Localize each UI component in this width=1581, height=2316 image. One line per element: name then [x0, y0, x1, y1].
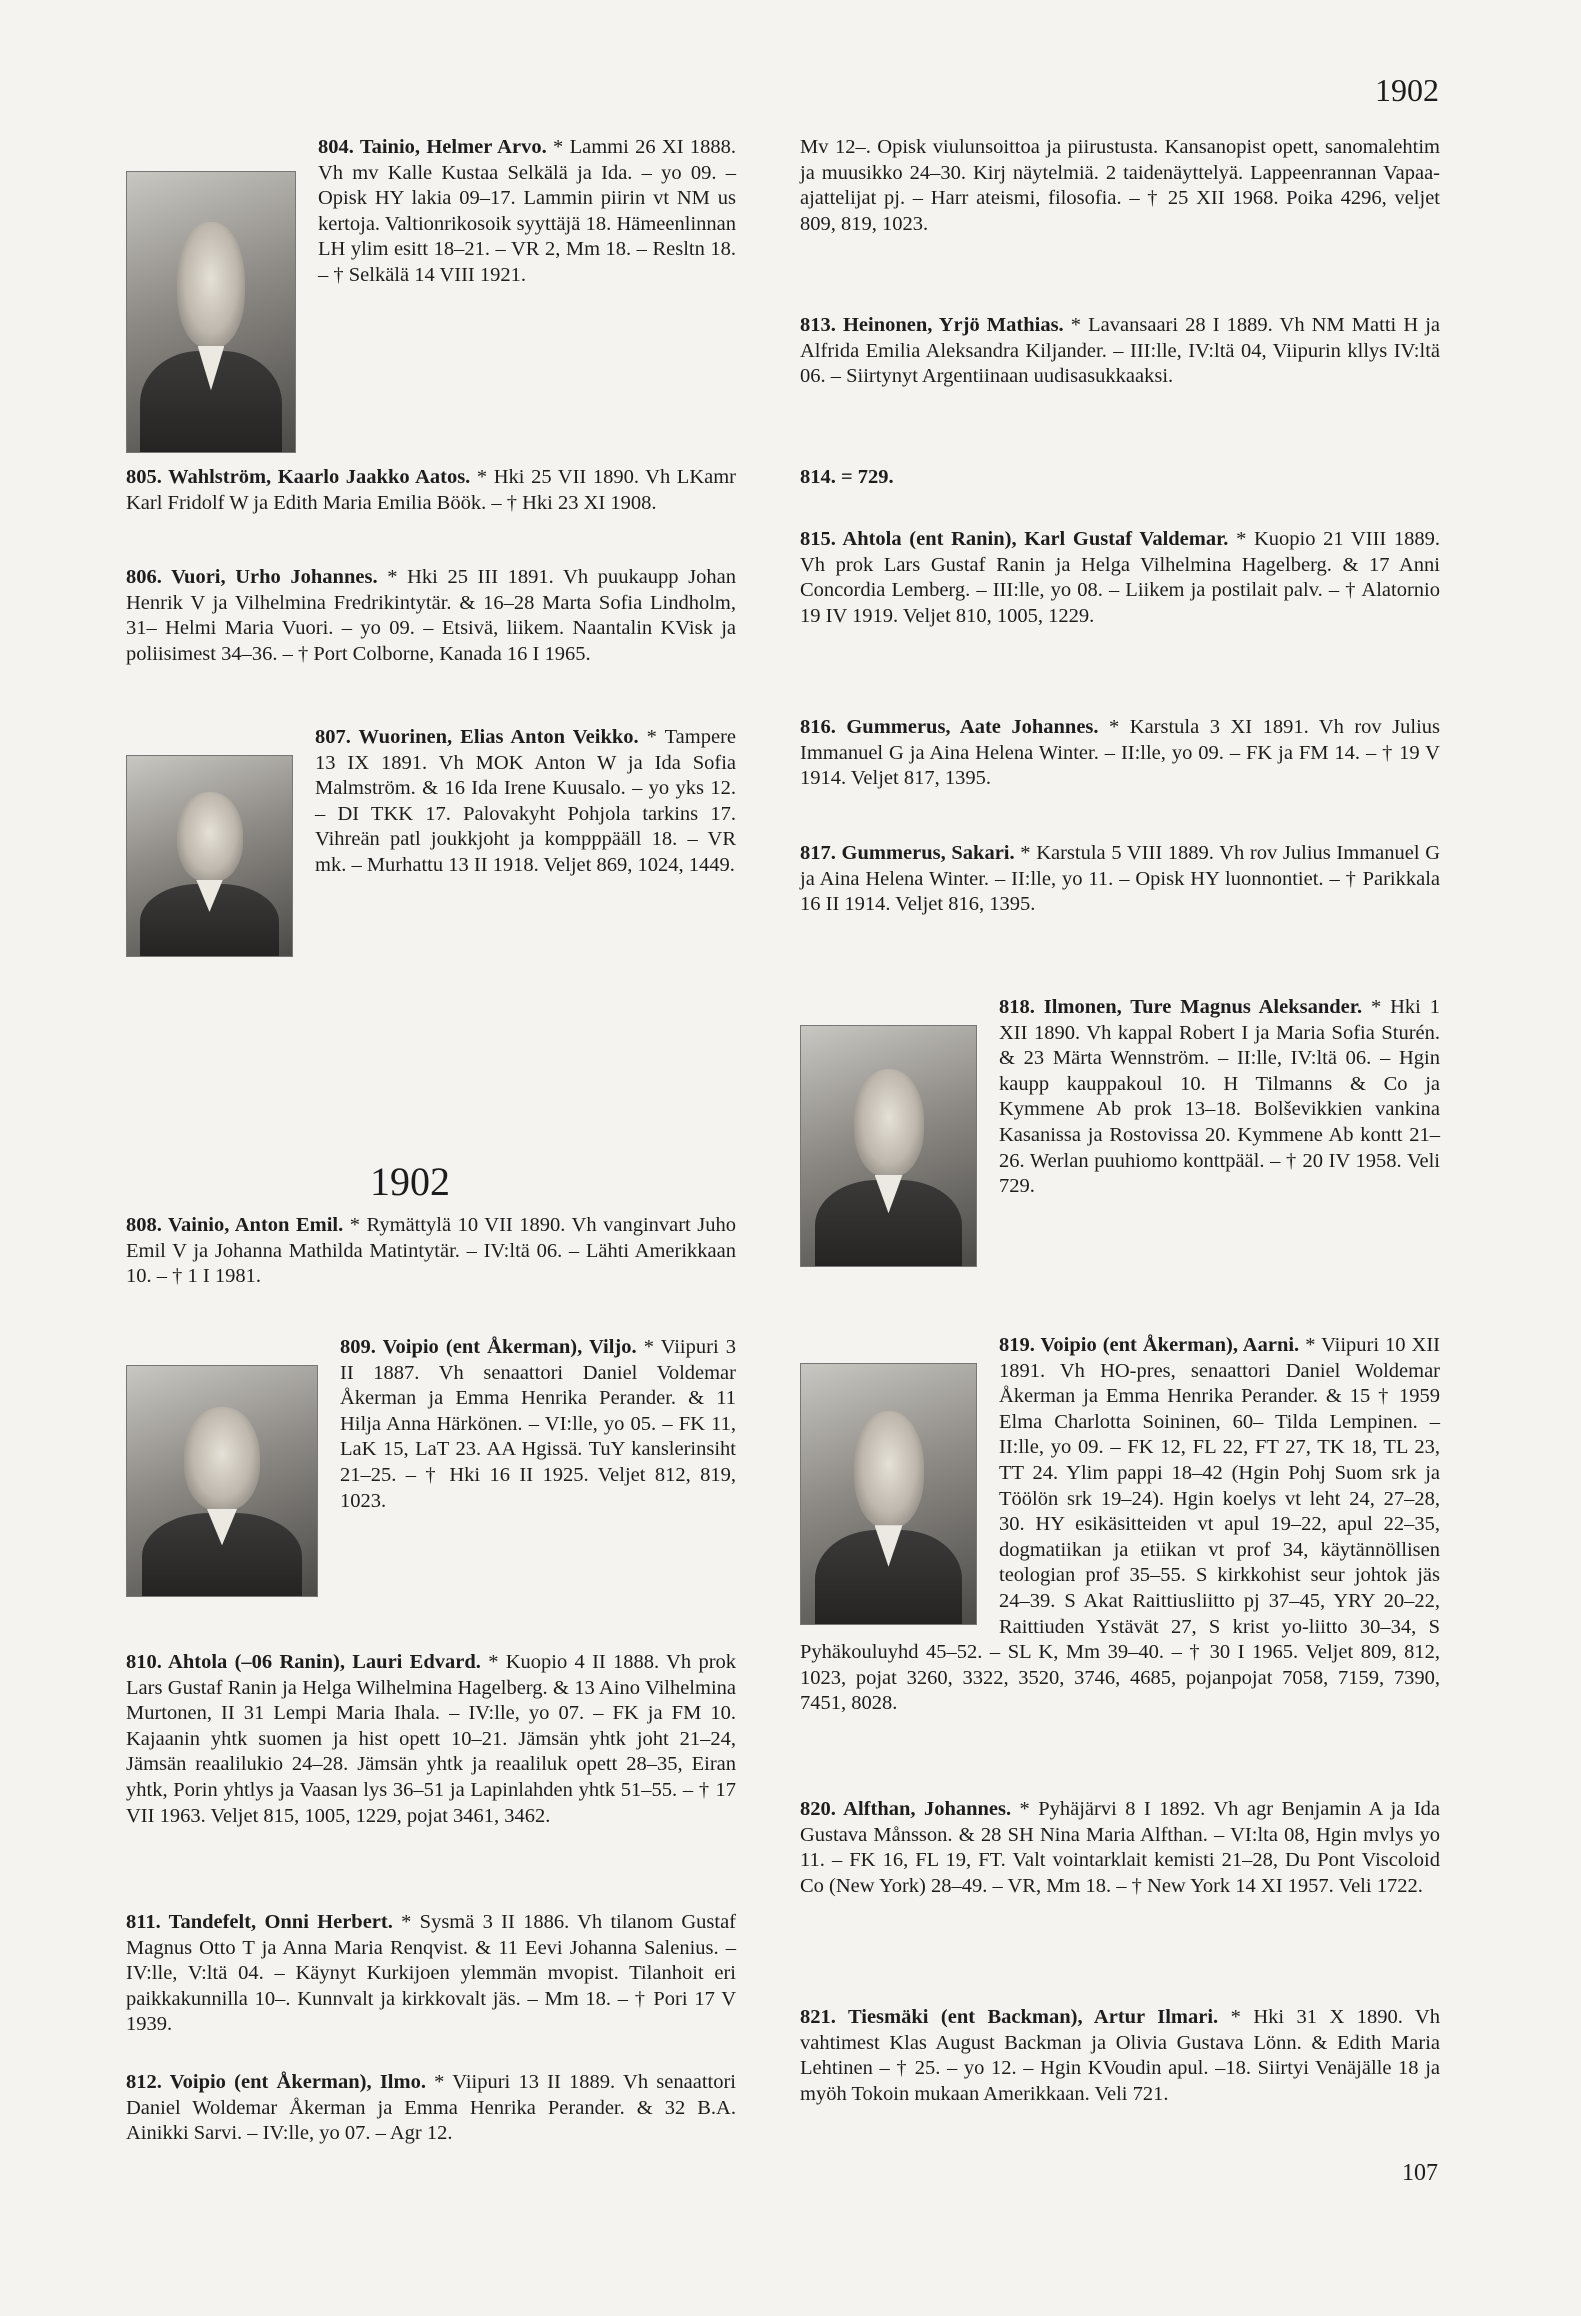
entry-text: * Pyhäjärvi 8 I 1892. Vh agr Benjamin A ja Ida Gustava Månsson. & 28 SH Nina Maria Alfthan. – VI:lta 08, Hgin mvlys yo 11. – FK 16, FL 19, FT. Valt vointarklait kemisti 21–28, Du Pont Viscoloid Co (New York) 28–49. – VR, Mm 18. – † New York 14 XI 1957. Veli 1722. — [800, 1798, 1440, 1897]
portrait-photo-804 — [126, 171, 296, 453]
entry-819 — [800, 1333, 1440, 1717]
entry-text: * Lammi 26 XI 1888. Vh mv Kalle Kustaa Selkälä ja Ida. – yo 09. – Opisk HY lakia 09–17. Lammin piirin vt NM us kertoja. Valtionrikosoik syyttäjä 18. Hämeenlinnan LH ylim esitt 18–21. – VR 2, Mm 18. – Resltn 18. – † Selkälä 14 VIII 1921. — [318, 136, 737, 286]
year-heading-mid: 1902 — [370, 1159, 450, 1204]
entry-heading: 809. Voipio (ent Åkerman), Viljo. — [340, 1336, 637, 1358]
portrait-photo-818 — [800, 1025, 977, 1267]
page-number: 107 — [1402, 2160, 1438, 2186]
entry-820 — [800, 1797, 1440, 1899]
entry-text: * Kuopio 4 II 1888. Vh prok Lars Gustaf Ranin ja Helga Wilhelmina Hagelberg. & 13 Aino Vilhelmina Murtonen, II 31 Lempi Maria Ihala. – IV:lle, yo 07. – FK ja FM 10. Kajaanin yhtk suomen ja hist opett 10–21. Jämsän yhtk joht 21–24, Jämsän reaalilukio 24–28. Jämsän yhtk ja reaaliluk opett 28–35, Eiran yhtk, Porin yhtlys ja Vaasan lys 36–51 ja Lapinlahden yhtk 51–55. – † 17 VII 1963. Veljet 815, 1005, 1229, pojat 3461, 3462. — [126, 1651, 737, 1827]
entry-812-continued — [800, 135, 1440, 237]
entry-heading: 810. Ahtola (–06 Ranin), Lauri Edvard. — [126, 1651, 481, 1673]
entry-821 — [800, 2005, 1440, 2107]
entry-817 — [800, 841, 1440, 918]
portrait-photo-819 — [800, 1363, 977, 1625]
entry-807 — [126, 725, 736, 963]
entry-814 — [800, 465, 1440, 491]
entry-text: * Rymättylä 10 VII 1890. Vh vanginvart Juho Emil V ja Johanna Mathilda Matintytär. – IV:ltä 06. – Lähti Amerikkaan 10. – † 1 I 1981. — [126, 1214, 737, 1288]
entry-heading: 817. Gummerus, Sakari. — [800, 842, 1015, 864]
entry-text: Mv 12–. Opisk viulunsoittoa ja piirustusta. Kansanopist opett, sanomalehtim ja muusikko 24–30. Kirj näytelmiä. 2 taidenäyttelyä. Lappeenrannan Vapaa-ajattelijat pj. – Harr ateismi, filosofia. – † 25 XII 1968. Poika 4296, veljet 809, 819, 1023. — [800, 136, 1440, 235]
entry-813 — [800, 313, 1440, 390]
entry-text: * Hki 31 X 1890. Vh vahtimest Klas August Backman ja Olivia Gustava Lönn. & Edith Maria Lehtinen – † 25. – yo 12. – Hgin KVoudin apul. –18. Siirtyi Venäjälle 18 ja myöh Tokoin mukaan Amerikkaan. Veli 721. — [800, 2006, 1440, 2105]
entry-text: * Hki 25 III 1891. Vh puukaupp Johan Henrik V ja Vilhelmina Fredrikintytär. & 16–28 Marta Sofia Lindholm, 31– Helmi Maria Vuori. – yo 09. – Etsivä, liikem. Naantalin KVisk ja poliisimest 34–36. – † Port Colborne, Kanada 16 I 1965. — [126, 566, 737, 665]
year-heading-top: 1902 — [1375, 72, 1439, 108]
entry-810 — [126, 1650, 736, 1829]
entry-text: * Tampere 13 IX 1891. Vh MOK Anton W ja Ida Sofia Malmström. & 16 Ida Irene Kuusalo. – yo yks 12. – DI TKK 17. Palovakyht Pohjola tarkins 17. Vihreän patl joukkjoht ja kompppääll 18. – VR mk. – Murhattu 13 II 1918. Veljet 869, 1024, 1449. — [315, 726, 736, 876]
entry-text: * Karstula 3 XI 1891. Vh rov Julius Immanuel G ja Aina Helena Winter. – II:lle, yo 09. – FK ja FM 14. – † 19 V 1914. Veljet 817, 1395. — [800, 716, 1441, 790]
entry-heading: 818. Ilmonen, Ture Magnus Aleksander. — [999, 996, 1363, 1018]
entry-text: * Viipuri 3 II 1887. Vh senaattori Daniel Voldemar Åkerman ja Emma Henrika Perander. & 11 Hilja Anna Härkönen. – VI:lle, yo 05. – FK 11, LaK 15, LaT 23. AA Hgissä. TuY kanslerinsiht 21–25. – † Hki 16 II 1925. Veljet 812, 819, 1023. — [340, 1336, 736, 1512]
entry-heading: 806. Vuori, Urho Johannes. — [126, 566, 378, 588]
entry-806 — [126, 565, 736, 667]
entry-heading: 812. Voipio (ent Åkerman), Ilmo. — [126, 2071, 426, 2093]
entry-809 — [126, 1335, 736, 1603]
entry-heading: 805. Wahlström, Kaarlo Jaakko Aatos. — [126, 466, 471, 488]
entry-heading: 814. = 729. — [800, 466, 894, 488]
entry-text: * Viipuri 10 XII 1891. Vh HO-pres, senaattori Daniel Woldemar Åkerman ja Emma Henrika Perander. & 15 † 1959 Elma Charlotta Soininen, 60– Tilda Lempinen. – II:lle, yo 09. – FK 12, FL 22, FT 27, TK 18, TL 23, TT 24. Ylim pappi 18–42 (Hgin Pohj Suom srk ja Töölön srk 19–24). Hgin koelys vt leht 24, 27–28, 30. HY esikäsitteiden vt apul 19–22, apul 22–35, dogmatiikan ja etiikan vt prof 34, käytännöllisen teologian prof 35–55. S kirkkohist seur johtok jäs 24–39. S Akat Raittiusliitto pj 37–45, YRY 20–22, Raittiuden Ystävät 27, S krist yo-liitto 30–34, S Pyhäkouluyhd 45–52. – SL K, Mm 39–40. – † 30 I 1965. Veljet 809, 812, 1023, pojat 3260, 3322, 3520, 3746, 4685, pojanpojat 7058, 7159, 7390, 7451, 8028. — [800, 1334, 1440, 1715]
entry-text: * Hki 25 VII 1890. Vh LKamr Karl Fridolf W ja Edith Maria Emilia Böök. – † Hki 23 XI 1908. — [126, 466, 736, 514]
entry-text: * Kuopio 21 VIII 1889. Vh prok Lars Gustaf Ranin ja Helga Vilhelmina Hagelberg. & 17 Anni Concordia Lemberg. – III:lle, yo 08. – Liikem ja postilait palv. – † Alatornio 19 IV 1919. Veljet 810, 1005, 1229. — [800, 528, 1440, 627]
entry-808 — [126, 1213, 736, 1290]
entry-812 — [126, 2070, 736, 2147]
entry-804 — [126, 135, 736, 459]
entry-heading: 816. Gummerus, Aate Johannes. — [800, 716, 1099, 738]
entry-text: * Sysmä 3 II 1886. Vh tilanom Gustaf Magnus Otto T ja Anna Maria Renqvist. & 11 Eevi Johanna Salenius. – IV:lle, V:ltä 04. – Käynyt Kurkijoen ylemmän mvopist. Tilanhoit eri paikkakunnilla 10–. Kunnvalt ja kirkkovalt jäs. – Mm 18. – † Pori 17 V 1939. — [126, 1911, 736, 2036]
entry-805 — [126, 465, 736, 516]
entry-text: * Hki 1 XII 1890. Vh kappal Robert I ja Maria Sofia Sturén. & 23 Märta Wennström. – II:lle, IV:ltä 06. – Hgin kaupp kauppakoul 10. H Tilmanns & Co ja Kymmene Ab prok 13–18. Bolševikkien vankina Kasanissa ja Rostovissa 20. Kymmene Ab kontt 21–26. Werlan puuhiomo konttpääl. – † 20 IV 1958. Veli 729. — [999, 996, 1440, 1198]
entry-815 — [800, 527, 1440, 629]
entry-text: * Viipuri 13 II 1889. Vh senaattori Daniel Woldemar Åkerman ja Emma Henrika Perander. & 32 B.A. Ainikki Sarvi. – IV:lle, yo 07. – Agr 12. — [126, 2071, 736, 2145]
entry-heading: 819. Voipio (ent Åkerman), Aarni. — [999, 1334, 1300, 1356]
entry-heading: 807. Wuorinen, Elias Anton Veikko. — [315, 726, 639, 748]
portrait-photo-807 — [126, 755, 293, 957]
entry-heading: 813. Heinonen, Yrjö Mathias. — [800, 314, 1064, 336]
entry-816 — [800, 715, 1440, 792]
entry-heading: 821. Tiesmäki (ent Backman), Artur Ilmari. — [800, 2006, 1219, 2028]
entry-818 — [800, 995, 1440, 1273]
entry-heading: 808. Vainio, Anton Emil. — [126, 1214, 344, 1236]
entry-811 — [126, 1910, 736, 2038]
entry-text: * Lavansaari 28 I 1889. Vh NM Matti H ja Alfrida Emilia Aleksandra Kiljander. – III:lle, IV:ltä 04, Viipurin kllys IV:ltä 06. – Siirtynyt Argentiinaan uudisasukkaaksi. — [800, 314, 1441, 388]
entry-heading: 815. Ahtola (ent Ranin), Karl Gustaf Valdemar. — [800, 528, 1229, 550]
entry-heading: 804. Tainio, Helmer Arvo. — [318, 136, 547, 158]
entry-heading: 811. Tandefelt, Onni Herbert. — [126, 1911, 393, 1933]
entry-text: * Karstula 5 VIII 1889. Vh rov Julius Immanuel G ja Aina Helena Winter. – II:lle, yo 11. – Opisk HY luonnontiet. – † Parikkala 16 II 1914. Veljet 816, 1395. — [800, 842, 1440, 916]
entry-heading: 820. Alfthan, Johannes. — [800, 1798, 1012, 1820]
portrait-photo-809 — [126, 1365, 318, 1597]
